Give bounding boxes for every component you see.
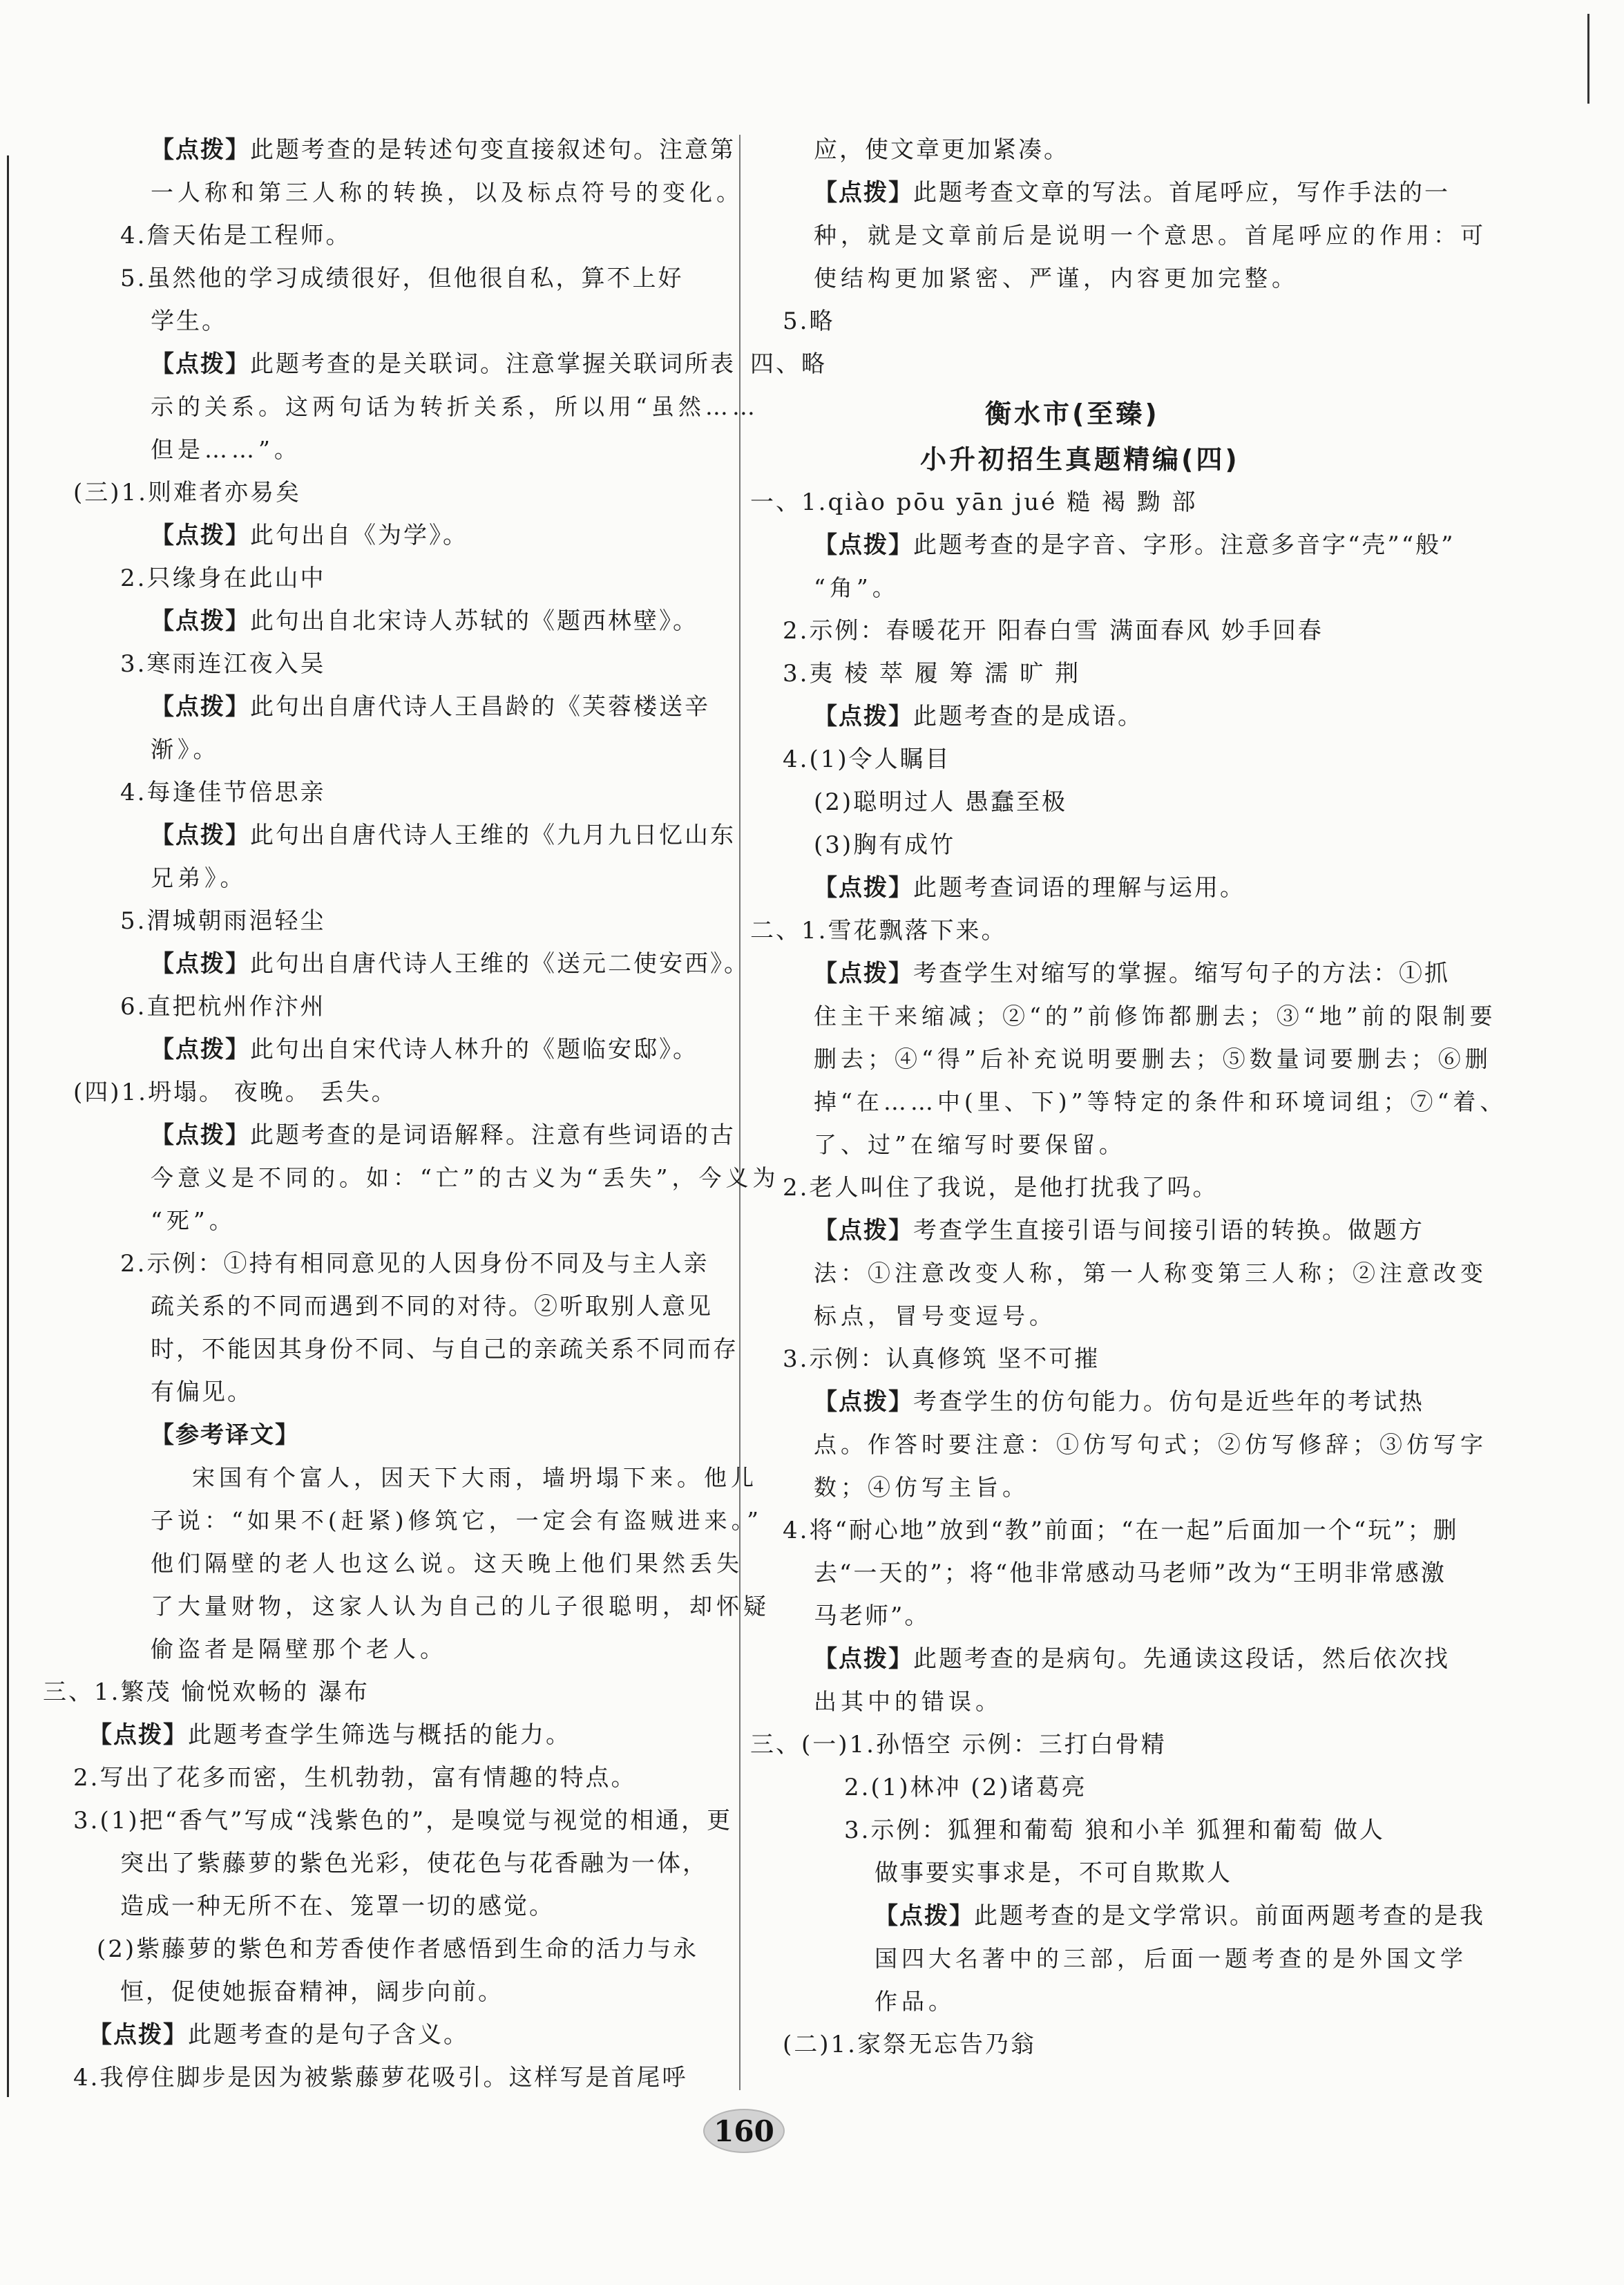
text-line <box>844 1817 1385 1844</box>
text-line <box>814 831 955 859</box>
line-text: 此句出自北宋诗人苏轼的《题西林壁》。 <box>250 607 698 635</box>
line-text: 此题考查的是病句。先通读这段话，然后依次找 <box>913 1645 1450 1673</box>
text-line <box>783 1174 1218 1202</box>
line-text: 学生。 <box>151 307 227 335</box>
page-corner-mark <box>1587 14 1589 104</box>
text-line <box>151 1507 763 1535</box>
text-line <box>783 660 1080 688</box>
text-line <box>814 1559 1446 1587</box>
text-line <box>151 1378 253 1406</box>
line-text: (2)紫藤萝的紫色和芳香使作者感悟到生命的活力与永 <box>97 1935 699 1963</box>
text-line <box>73 1079 397 1106</box>
line-text: 恒，促使她振奋精神，阔步向前。 <box>120 1978 504 2006</box>
text-line <box>814 1388 1424 1416</box>
text-line <box>151 736 220 764</box>
text-line <box>814 531 1455 559</box>
line-text: 马老师”。 <box>814 1602 930 1630</box>
line-text: 考查学生对缩写的掌握。缩写句子的方法：①抓 <box>913 960 1450 987</box>
text-line <box>88 1721 571 1749</box>
line-text: 4.每逢佳节倍思亲 <box>120 779 326 806</box>
text-line <box>814 1045 1492 1073</box>
line-text: 去“一天的”；将“他非常感动马老师”改为“王明非常感激 <box>814 1559 1446 1587</box>
text-line <box>814 788 1067 816</box>
line-text: 四、略 <box>750 350 827 378</box>
hint-label: 【参考译文】 <box>151 1421 300 1449</box>
line-text: 此题考查词语的理解与运用。 <box>913 874 1245 902</box>
line-text: 此题考查的是词语解释。注意有些词语的古 <box>250 1121 736 1149</box>
line-text: 此题考查的是句子含义。 <box>188 2021 469 2049</box>
text-line <box>120 907 325 935</box>
text-line <box>151 1121 736 1149</box>
section-title <box>920 446 1240 473</box>
text-line <box>120 1250 709 1278</box>
text-line <box>192 1464 758 1492</box>
text-line <box>814 222 1487 249</box>
text-line <box>783 2031 1036 2058</box>
text-line <box>120 1978 504 2006</box>
hint-label: 【点拨】 <box>814 1388 913 1416</box>
hint-label: 【点拨】 <box>151 522 250 549</box>
line-text: 此题考查的是成语。 <box>913 703 1143 730</box>
hint-label: 【点拨】 <box>814 1217 913 1244</box>
line-text: 2.只缘身在此山中 <box>120 565 326 592</box>
text-line <box>814 1302 1056 1330</box>
line-text: 时，不能因其身份不同、与自己的亲疏关系不同而存 <box>151 1336 738 1363</box>
line-text: 兄弟》。 <box>151 864 247 891</box>
text-line <box>151 1036 698 1063</box>
text-line <box>814 1431 1487 1459</box>
line-text: 突出了紫藤萝的紫色光彩，使花色与花香融为一体， <box>120 1850 708 1877</box>
text-line <box>120 650 325 678</box>
text-line <box>814 1217 1424 1244</box>
text-line <box>151 393 759 421</box>
line-text: (四)1.坍塌。 夜晚。 丢失。 <box>73 1079 397 1106</box>
hint-label: 【点拨】 <box>151 693 250 721</box>
line-text: 标点，冒号变逗号。 <box>814 1302 1056 1329</box>
text-line <box>814 136 1069 164</box>
line-text: 二、1.雪花飘落下来。 <box>750 917 1007 945</box>
line-text: 法：①注意改变人称，第一人称变第三人称；②注意改变 <box>814 1260 1487 1287</box>
text-line <box>814 1688 1002 1716</box>
line-text: 偷盗者是隔壁那个老人。 <box>151 1635 447 1662</box>
text-line <box>783 746 951 773</box>
text-line <box>151 1207 236 1235</box>
text-line <box>151 1164 779 1192</box>
text-line <box>814 1474 1029 1501</box>
text-line <box>151 1421 300 1449</box>
text-line <box>120 265 683 292</box>
line-text: 2.老人叫住了我说，是他打扰我了吗。 <box>783 1174 1219 1202</box>
page-number: 160 <box>714 2114 774 2148</box>
line-text: 此题考查的是字音、字形。注意多音字“壳”“般” <box>913 531 1455 559</box>
text-line <box>120 993 325 1021</box>
line-text: 出其中的错误。 <box>814 1688 1002 1715</box>
text-line <box>783 1517 1459 1544</box>
line-text: 他们隔壁的老人也这么说。这天晚上他们果然丢失 <box>151 1550 743 1577</box>
line-text: 小升初招生真题精编(四) <box>920 444 1240 475</box>
line-text: 此句出自宋代诗人林升的《题临安邸》。 <box>250 1036 698 1063</box>
line-text: 2.(1)林冲 (2)诸葛亮 <box>844 1774 1087 1801</box>
line-text: 点。作答时要注意：①仿写句式；②仿写修辞；③仿写字 <box>814 1431 1487 1458</box>
text-line <box>875 1902 1485 1930</box>
line-text: 三、(一)1.孙悟空 示例：三打白骨精 <box>750 1731 1167 1758</box>
line-text: 渐》。 <box>151 736 220 763</box>
line-text: 国四大名著中的三部，后面一题考查的是外国文学 <box>875 1945 1467 1972</box>
text-line <box>814 1260 1487 1287</box>
line-text: 住主干来缩减；②“的”前修饰都删去；③“地”前的限制要 <box>814 1003 1497 1030</box>
text-line <box>750 917 1006 945</box>
hint-label: 【点拨】 <box>88 2021 188 2049</box>
text-line <box>120 222 351 249</box>
line-text: 应，使文章更加紧凑。 <box>814 136 1069 164</box>
hint-label: 【点拨】 <box>814 179 913 207</box>
hint-label: 【点拨】 <box>151 822 250 849</box>
line-text: 做事要实事求是，不可自欺欺人 <box>875 1859 1232 1887</box>
line-text: 造成一种无所不在、笼罩一切的感觉。 <box>120 1893 555 1920</box>
line-text: 6.直把杭州作汴州 <box>120 993 326 1021</box>
line-text: (二)1.家祭无忘告乃翁 <box>783 2031 1036 2058</box>
text-line <box>783 307 834 335</box>
text-line <box>151 1635 447 1663</box>
text-line <box>151 1336 738 1363</box>
text-line <box>875 1988 955 2016</box>
text-line <box>750 1731 1167 1758</box>
text-line <box>814 960 1450 987</box>
line-text: (3)胸有成竹 <box>814 831 956 859</box>
text-line <box>151 1593 770 1620</box>
text-line <box>151 307 227 335</box>
text-line <box>151 950 749 978</box>
text-line <box>783 1345 1100 1373</box>
text-line <box>875 1945 1467 1973</box>
text-line <box>97 1935 698 1963</box>
line-text: 种，就是文章前后是说明一个意思。首尾呼应的作用：可 <box>814 222 1487 249</box>
text-line <box>875 1859 1232 1887</box>
line-text: 2.示例：①持有相同意见的人因身份不同及与主人亲 <box>120 1250 709 1278</box>
line-text: 此句出自唐代诗人王维的《送元二使安西》。 <box>250 950 749 978</box>
text-line <box>814 574 899 602</box>
text-line <box>151 864 247 892</box>
text-line <box>814 179 1450 207</box>
hint-label: 【点拨】 <box>814 703 913 730</box>
text-line <box>73 479 301 506</box>
text-line <box>151 350 736 378</box>
line-text: 4.詹天佑是工程师。 <box>120 222 352 249</box>
text-line <box>73 2064 687 2092</box>
text-line <box>151 522 468 549</box>
line-text: “死”。 <box>151 1207 236 1234</box>
text-line <box>814 703 1143 730</box>
text-line <box>814 1602 930 1630</box>
hint-label: 【点拨】 <box>151 950 250 978</box>
text-line <box>43 1678 370 1706</box>
text-line <box>151 1550 743 1577</box>
line-text: 5.渭城朝雨浥轻尘 <box>120 907 326 935</box>
text-line <box>120 1893 555 1920</box>
line-text: 示的关系。这两句话为转折关系，所以用“虽然…… <box>151 393 759 420</box>
hint-label: 【点拨】 <box>814 960 913 987</box>
hint-label: 【点拨】 <box>151 136 250 164</box>
line-text: 3.夷 棱 萃 履 筹 濡 旷 荆 <box>783 660 1081 688</box>
line-text: 一人称和第三人称的转换，以及标点符号的变化。 <box>151 179 743 206</box>
hint-label: 【点拨】 <box>814 874 913 902</box>
line-text: 有偏见。 <box>151 1378 253 1406</box>
line-text: 3.示例：认真修筑 坚不可摧 <box>783 1345 1100 1373</box>
text-line <box>151 136 736 164</box>
text-line <box>814 265 1299 292</box>
hint-label: 【点拨】 <box>151 1036 250 1063</box>
text-line <box>750 350 827 378</box>
line-text: 数；④仿写主旨。 <box>814 1474 1029 1501</box>
text-line <box>151 436 301 464</box>
line-text: 三、1.繁茂 愉悦欢畅的 瀑布 <box>43 1678 370 1706</box>
text-line <box>151 607 698 635</box>
line-text: 掉“在……中(里、下)”等特定的条件和环境词组；⑦“着、 <box>814 1088 1507 1115</box>
hint-label: 【点拨】 <box>88 1721 188 1749</box>
text-line <box>844 1774 1087 1801</box>
page-number-badge <box>703 2109 785 2153</box>
line-text: 一、1.qiào pōu yān jué 糙 褐 黝 部 <box>750 489 1198 516</box>
text-line <box>151 179 743 207</box>
line-text: 了大量财物，这家人认为自己的儿子很聪明，却怀疑 <box>151 1593 770 1620</box>
hint-label: 【点拨】 <box>151 1121 250 1149</box>
line-text: 4.将“耐心地”放到“教”前面；“在一起”后面加一个“玩”；删 <box>783 1517 1459 1544</box>
page-edge-line <box>7 155 9 2097</box>
hint-label: 【点拨】 <box>814 531 913 559</box>
line-text: 考查学生的仿句能力。仿句是近些年的考试热 <box>913 1388 1424 1416</box>
line-text: 子说：“如果不(赶紧)修筑它，一定会有盗贼进来。” <box>151 1507 763 1534</box>
text-line <box>88 2021 469 2049</box>
line-text: 3.(1)把“香气”写成“浅紫色的”，是嗅觉与视觉的相通，更 <box>73 1807 733 1834</box>
line-text: 此题考查的是转述句变直接叙述句。注意第 <box>250 136 736 164</box>
section-title <box>985 400 1160 428</box>
line-text: 此句出自唐代诗人王昌龄的《芙蓉楼送辛 <box>250 693 710 721</box>
line-text: 今意义是不同的。如：“亡”的古义为“丢失”，今义为 <box>151 1164 780 1191</box>
line-text: 考查学生直接引语与间接引语的转换。做题方 <box>913 1217 1424 1244</box>
line-text: 5.略 <box>783 307 835 335</box>
line-text: 了、过”在缩写时要保留。 <box>814 1131 1126 1158</box>
line-text: 2.示例：春暖花开 阳春白雪 满面春风 妙手回春 <box>783 617 1324 645</box>
text-line <box>120 565 325 592</box>
hint-label: 【点拨】 <box>814 1645 913 1673</box>
line-text: 宋国有个富人，因天下大雨，墙坍塌下来。他儿 <box>192 1464 758 1491</box>
text-line <box>814 1645 1450 1673</box>
line-text: 3.示例：狐狸和葡萄 狼和小羊 狐狸和葡萄 做人 <box>844 1817 1385 1844</box>
text-line <box>120 1850 708 1877</box>
text-line <box>151 822 736 849</box>
text-line <box>814 1003 1496 1030</box>
line-text: 此题考查学生筛选与概括的能力。 <box>188 1721 571 1749</box>
text-line <box>151 1293 713 1320</box>
line-text: 删去；④“得”后补充说明要删去；⑤数量词要删去；⑥删 <box>814 1045 1492 1072</box>
text-line <box>750 489 1198 516</box>
line-text: 疏关系的不同而遇到不同的对待。②听取别人意见 <box>151 1293 713 1320</box>
line-text: 4.(1)令人瞩目 <box>783 746 951 773</box>
line-text: 此题考查的是关联词。注意掌握关联词所表 <box>250 350 736 378</box>
hint-label: 【点拨】 <box>875 1902 974 1930</box>
line-text: (三)1.则难者亦易矣 <box>73 479 301 506</box>
text-line <box>814 874 1245 902</box>
line-text: 5.虽然他的学习成绩很好，但他很自私，算不上好 <box>120 265 684 292</box>
text-line <box>151 693 710 721</box>
line-text: 4.我停住脚步是因为被紫藤萝花吸引。这样写是首尾呼 <box>73 2064 688 2092</box>
line-text: 使结构更加紧密、严谨，内容更加完整。 <box>814 265 1299 292</box>
text-line <box>120 779 325 806</box>
text-line <box>73 1807 732 1834</box>
line-text: 此句出自《为学》。 <box>250 522 468 549</box>
line-text: 此题考查的是文学常识。前面两题考查的是我 <box>974 1902 1485 1930</box>
text-line <box>73 1764 636 1792</box>
hint-label: 【点拨】 <box>151 350 250 378</box>
column-divider <box>739 135 741 2090</box>
line-text: 作品。 <box>875 1988 955 2015</box>
line-text: 2.写出了花多而密，生机勃勃，富有情趣的特点。 <box>73 1764 637 1792</box>
text-line <box>783 617 1324 645</box>
line-text: 3.寒雨连江夜入吴 <box>120 650 326 678</box>
hint-label: 【点拨】 <box>151 607 250 635</box>
line-text: “角”。 <box>814 574 899 601</box>
line-text: 衡水市(至臻) <box>985 399 1160 429</box>
line-text: 此句出自唐代诗人王维的《九月九日忆山东 <box>250 822 736 849</box>
line-text: 此题考查文章的写法。首尾呼应，写作手法的一 <box>913 179 1450 207</box>
line-text: 但是……”。 <box>151 436 301 463</box>
text-line <box>814 1088 1507 1116</box>
line-text: (2)聪明过人 愚蠢至极 <box>814 788 1067 816</box>
text-line <box>814 1131 1126 1159</box>
